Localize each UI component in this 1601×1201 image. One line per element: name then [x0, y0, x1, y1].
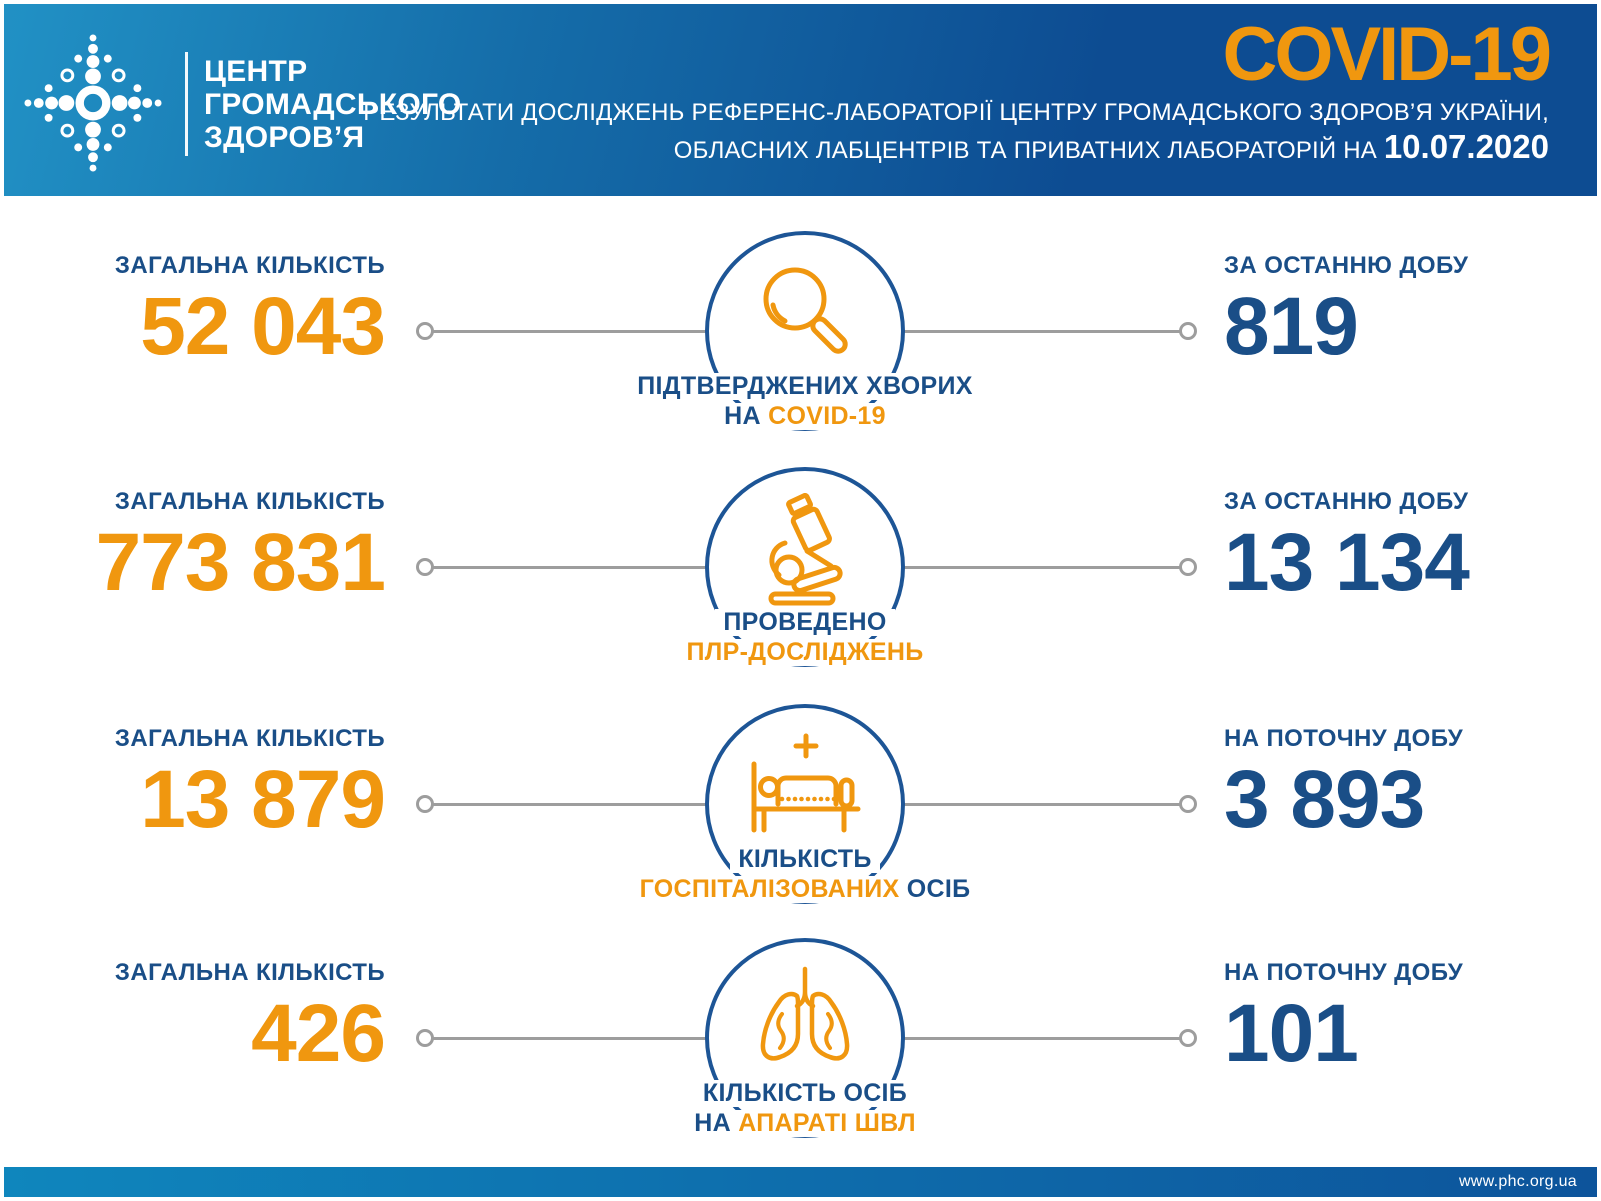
logo-separator: [185, 52, 188, 156]
period-value: 101: [1224, 988, 1358, 1079]
lungs-icon: [740, 964, 870, 1074]
phc-logo-icon: [22, 32, 164, 174]
period-label: НА ПОТОЧНУ ДОБУ: [1224, 725, 1464, 752]
period-value: 3 893: [1224, 754, 1425, 845]
total-value: 426: [251, 988, 385, 1079]
total-value: 52 043: [140, 281, 385, 372]
caption-line2-orange: ГОСПІТАЛІЗОВАНИХ: [639, 875, 900, 903]
hospital-bed-icon: [740, 730, 870, 848]
subtitle-line2: [363, 128, 1549, 170]
header-right-block: [363, 14, 1549, 170]
header-banner: [4, 4, 1597, 196]
caption-line1: ПІДТВЕРДЖЕНИХ ХВОРИХ: [637, 372, 973, 400]
stat-caption: [505, 1080, 1105, 1140]
subtitle-line2-text: ОБЛАСНИХ ЛАБЦЕНТРІВ ТА ПРИВАТНИХ ЛАБОРАТОРІЙ НА: [673, 137, 1384, 164]
footer-bar: [4, 1167, 1597, 1197]
connector-endpoint-left: [416, 1029, 434, 1047]
total-label: ЗАГАЛЬНА КІЛЬКІСТЬ: [114, 488, 385, 515]
caption-line2-orange: АПАРАТІ ШВЛ: [738, 1109, 916, 1137]
caption-line2-suffix: ОСІБ: [899, 875, 971, 903]
connector-endpoint-right: [1179, 1029, 1197, 1047]
caption-line1: КІЛЬКІСТЬ: [738, 845, 872, 873]
caption-line1: КІЛЬКІСТЬ ОСІБ: [702, 1079, 908, 1107]
total-value: 773 831: [95, 517, 385, 608]
connector-endpoint-right: [1179, 558, 1197, 576]
connector-endpoint-left: [416, 558, 434, 576]
stat-caption: [505, 846, 1105, 906]
caption-line1: ПРОВЕДЕНО: [723, 608, 887, 636]
connector-endpoint-right: [1179, 322, 1197, 340]
period-value: 819: [1224, 281, 1358, 372]
total-label: ЗАГАЛЬНА КІЛЬКІСТЬ: [114, 252, 385, 279]
total-value: 13 879: [140, 754, 385, 845]
stat-row-hospitalized: [0, 686, 1601, 922]
org-name-line2: ГРОМАДСЬКОГО: [204, 88, 462, 121]
stat-caption: [505, 373, 1105, 433]
total-label: ЗАГАЛЬНА КІЛЬКІСТЬ: [114, 725, 385, 752]
stat-caption: [505, 609, 1105, 669]
caption-line2-orange: COVID-19: [768, 402, 886, 430]
org-name-line3: ЗДОРОВ’Я: [204, 121, 365, 154]
caption-line2-blue: НА: [724, 402, 769, 430]
report-date: 10.07.2020: [1383, 128, 1549, 165]
stat-row-pcr-tests: [0, 449, 1601, 685]
total-label: ЗАГАЛЬНА КІЛЬКІСТЬ: [114, 959, 385, 986]
caption-line2-blue: НА: [694, 1109, 739, 1137]
period-label: ЗА ОСТАННЮ ДОБУ: [1224, 488, 1469, 515]
subtitle-line1: РЕЗУЛЬТАТИ ДОСЛІДЖЕНЬ РЕФЕРЕНС-ЛАБОРАТОРІЇ ЦЕНТРУ ГРОМАДСЬКОГО ЗДОРОВ’Я УКРАЇНИ,: [363, 99, 1549, 126]
connector-endpoint-right: [1179, 795, 1197, 813]
page-title: COVID-19: [1222, 12, 1549, 97]
stat-row-confirmed: [0, 213, 1601, 449]
caption-line2-orange: ПЛР-ДОСЛІДЖЕНЬ: [686, 638, 924, 666]
stat-row-ventilators: [0, 920, 1601, 1156]
period-label: ЗА ОСТАННЮ ДОБУ: [1224, 252, 1469, 279]
connector-endpoint-left: [416, 322, 434, 340]
period-label: НА ПОТОЧНУ ДОБУ: [1224, 959, 1464, 986]
microscope-icon: [745, 493, 865, 613]
connector-endpoint-left: [416, 795, 434, 813]
org-name-line1: ЦЕНТР: [204, 55, 308, 88]
website-url: www.phc.org.ua: [1458, 1173, 1577, 1190]
period-value: 13 134: [1224, 517, 1469, 608]
magnifier-icon: [745, 257, 865, 377]
